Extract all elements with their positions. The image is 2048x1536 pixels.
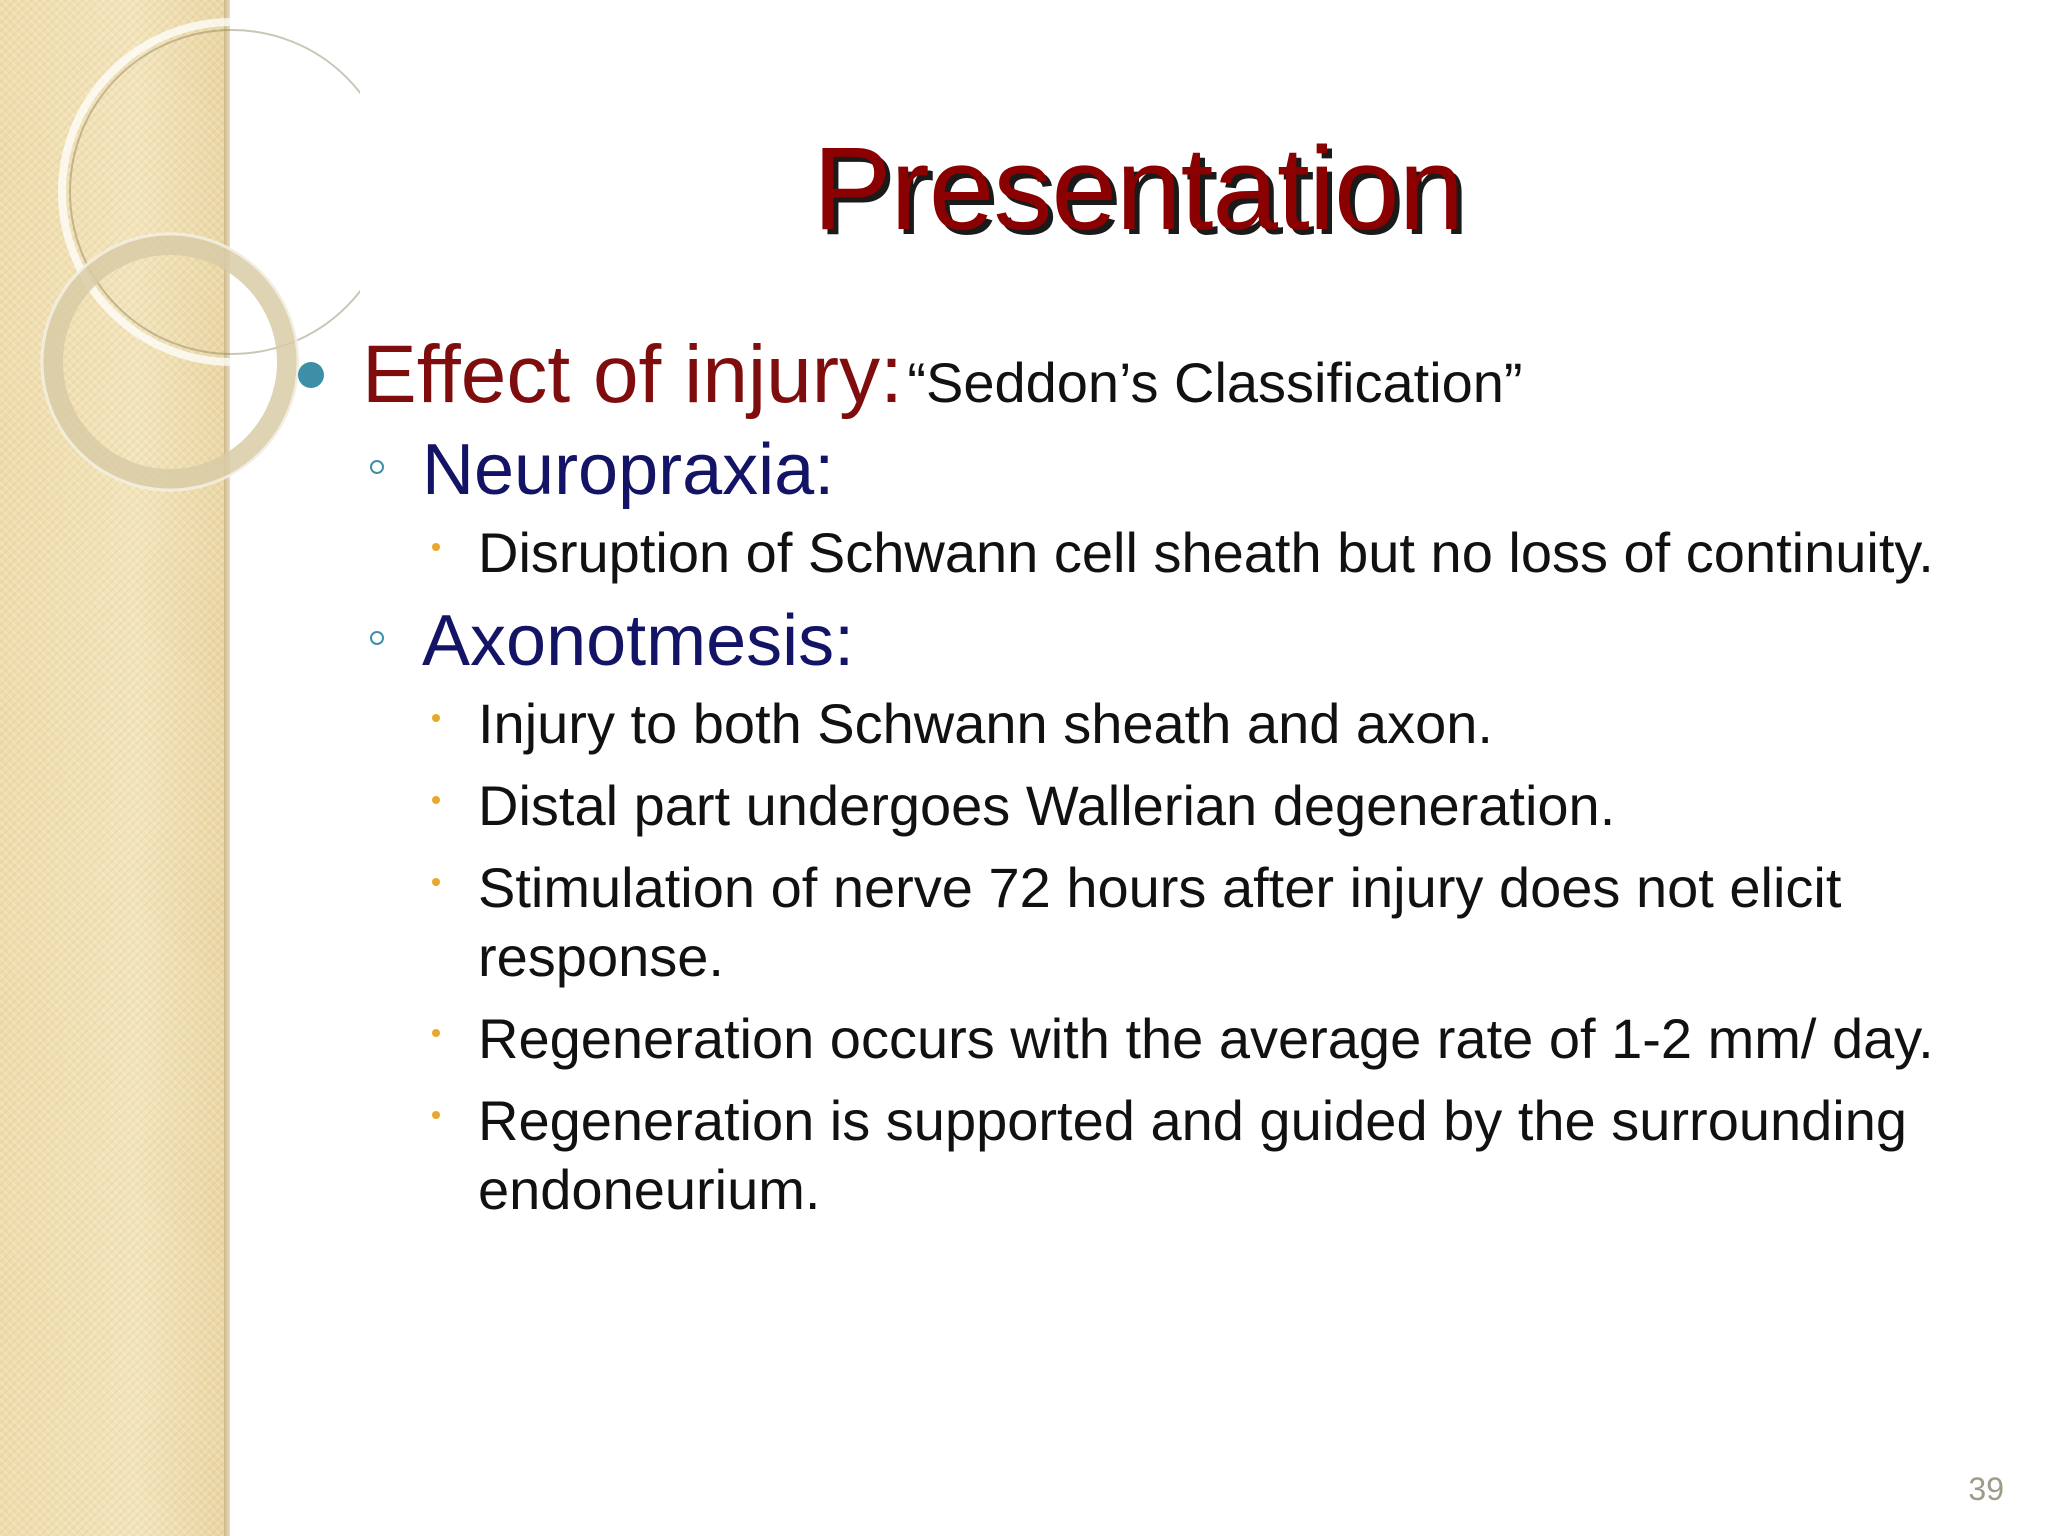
slide-title: Presentation [812, 123, 1464, 255]
hollow-circle-bullet-icon [370, 631, 384, 645]
hollow-circle-bullet-icon [370, 460, 384, 474]
small-dot-bullet-icon [432, 796, 440, 804]
list-item [290, 772, 2010, 840]
list-item-text: Regeneration is supported and guided by the surrounding endoneurium. [478, 1089, 1908, 1221]
bullet-effect-of-injury [290, 330, 2010, 420]
bullet-dot-icon [298, 362, 324, 388]
list-item-text: Injury to both Schwann sheath and axon. [478, 691, 1493, 755]
section-heading: Neuropraxia: [422, 430, 835, 511]
small-dot-bullet-icon [432, 543, 440, 551]
list-item [290, 854, 2010, 991]
section-heading: Axonotmesis: [422, 601, 855, 682]
bullet-subtitle: “Seddon’s Classification” [907, 351, 1523, 414]
list-item-text: Stimulation of nerve 72 hours after injury does not elicit response. [478, 856, 1842, 988]
small-dot-bullet-icon [432, 878, 440, 886]
list-item [290, 1005, 2010, 1073]
bullet-heading: Effect of injury: [362, 329, 903, 420]
section-axonotmesis [290, 601, 2010, 682]
page-number: 39 [1968, 1471, 2004, 1507]
list-item-text: Regeneration occurs with the average rate of 1-2 mm/ day. [478, 1007, 1934, 1070]
list-item [290, 1087, 2010, 1224]
small-dot-bullet-icon [432, 1111, 440, 1119]
list-item [290, 519, 2010, 587]
small-dot-bullet-icon [432, 714, 440, 722]
slide-content [290, 330, 2010, 1238]
list-item [290, 690, 2010, 758]
small-dot-bullet-icon [432, 1029, 440, 1037]
list-item-text: Disruption of Schwann cell sheath but no loss of continuity. [478, 520, 1934, 584]
list-item-text: Distal part undergoes Wallerian degeneration. [478, 774, 1616, 838]
section-neuropraxia [290, 430, 2010, 511]
